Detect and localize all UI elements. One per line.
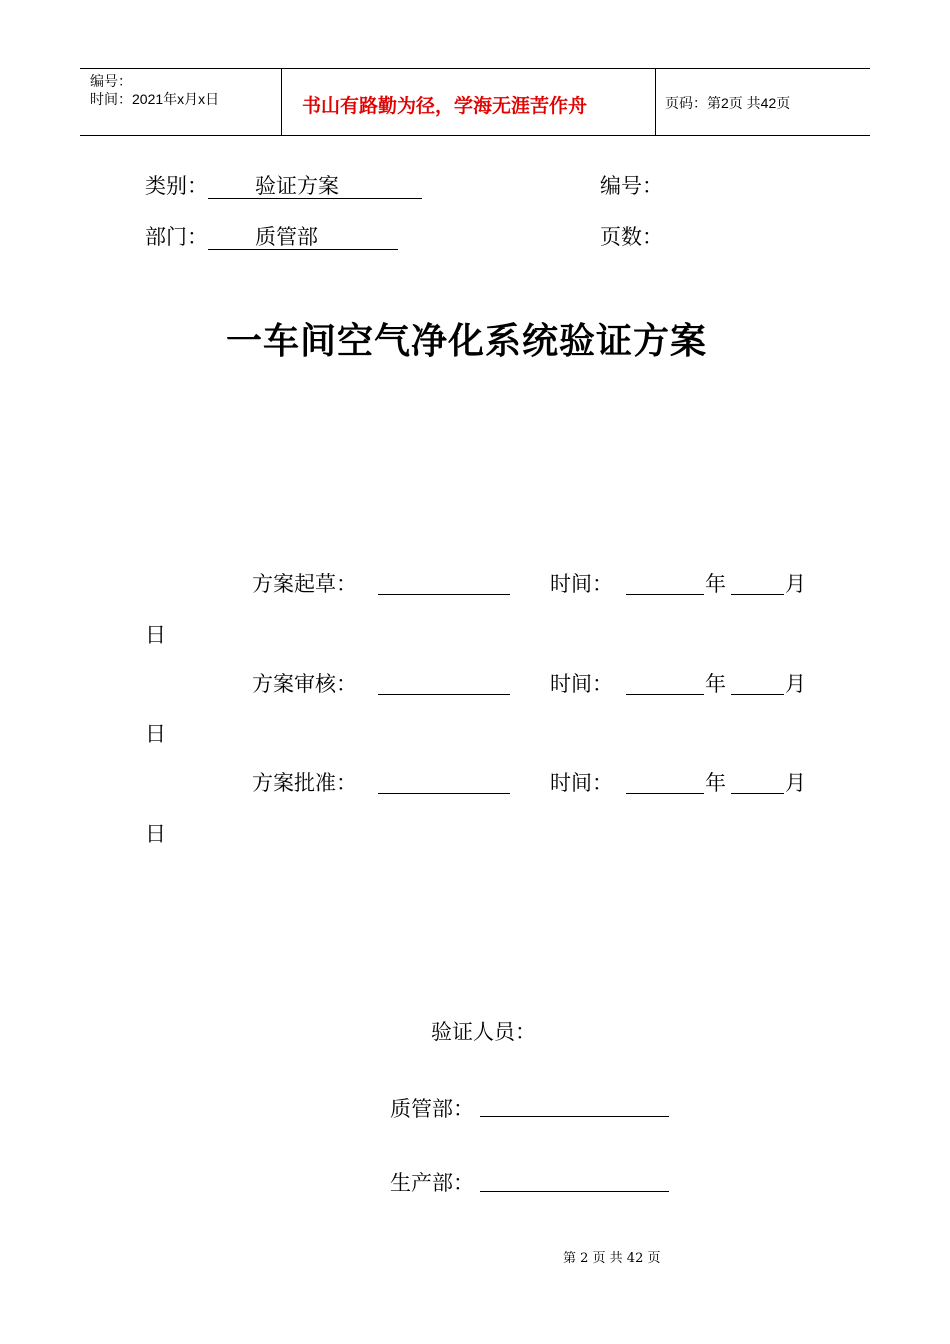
signoff-draft-year-blank (626, 594, 704, 595)
signoff-review-month-blank (731, 694, 784, 695)
signoff-review-year: 年 (705, 672, 726, 696)
verification-production-label: 生产部： (390, 1171, 474, 1195)
signoff-draft-month-blank (731, 594, 784, 595)
header-date-label: 时间：2021年x月x日 (90, 91, 220, 107)
signoff-approval-month: 月 (785, 771, 806, 795)
signoff-draft-year: 年 (705, 572, 726, 596)
signoff-draft-time-label: 时间： (550, 572, 613, 596)
header-number-label: 编号： (90, 73, 132, 89)
signoff-review-label: 方案审核： (252, 672, 357, 696)
signoff-review-month: 月 (785, 672, 806, 696)
header-bottom-rule (80, 135, 870, 136)
category-value: 验证方案 (208, 174, 422, 199)
verification-qa-blank (480, 1116, 669, 1117)
category-label: 类别： (145, 174, 208, 198)
department-field (145, 221, 398, 251)
signoff-approval-time-label: 时间： (550, 771, 613, 795)
verification-qa-label: 质管部： (390, 1097, 474, 1121)
document-title: 一车间空气净化系统验证方案 (226, 320, 708, 362)
signoff-draft-month: 月 (785, 572, 806, 596)
signoff-approval-month-blank (731, 793, 784, 794)
signoff-review-year-blank (626, 694, 704, 695)
verification-heading: 验证人员： (431, 1020, 536, 1044)
department-value: 质管部 (208, 225, 398, 250)
signoff-draft-label: 方案起草： (252, 572, 357, 596)
header-motto: 书山有路勤为径，学海无涯苦作舟 (302, 95, 588, 117)
signoff-approval-label: 方案批准： (252, 771, 357, 795)
signoff-draft-blank (378, 594, 510, 595)
signoff-approval-day: 日 (145, 822, 166, 846)
department-label: 部门： (145, 225, 208, 249)
signoff-approval-year: 年 (705, 771, 726, 795)
signoff-review-blank (378, 694, 510, 695)
category-field (145, 170, 422, 200)
signoff-approval-blank (378, 793, 510, 794)
footer-page-number: 第 2 页 共 42 页 (563, 1251, 661, 1266)
number-label: 编号： (600, 174, 663, 198)
signoff-review-day: 日 (145, 722, 166, 746)
verification-production-blank (480, 1191, 669, 1192)
signoff-draft-day: 日 (145, 623, 166, 647)
header-page-label: 页码：第2页 共42页 (665, 95, 791, 111)
signoff-review-time-label: 时间： (550, 672, 613, 696)
header-divider-right (655, 68, 656, 136)
header-top-rule (80, 68, 870, 69)
signoff-approval-year-blank (626, 793, 704, 794)
pages-label: 页数： (600, 225, 663, 249)
header-divider-left (281, 68, 282, 136)
